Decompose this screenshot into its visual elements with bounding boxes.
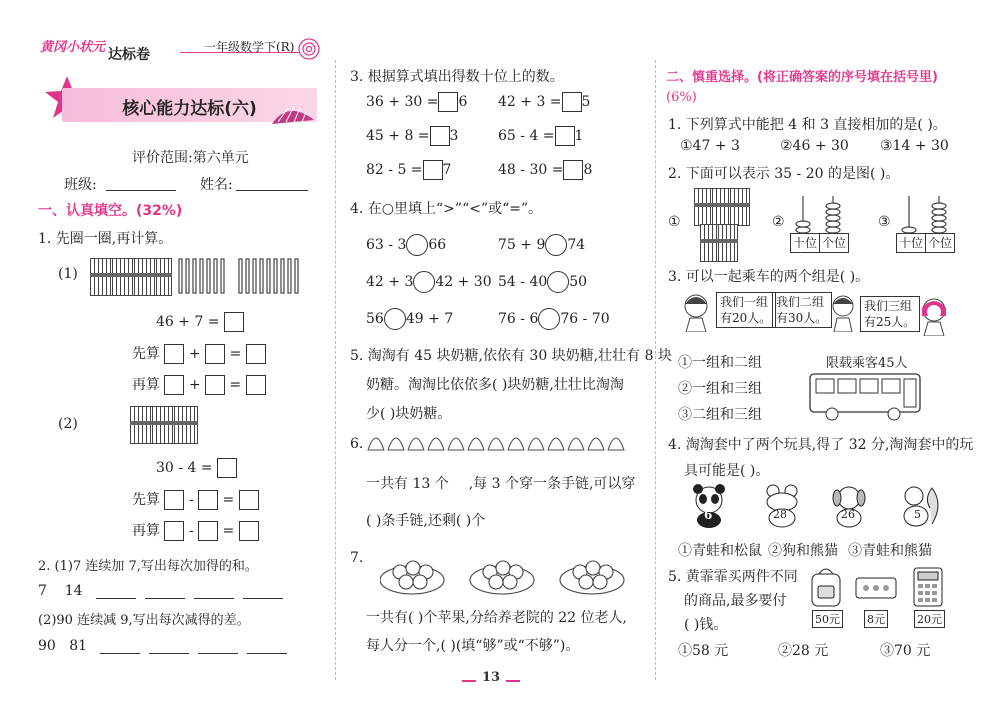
compare-circle[interactable] [384,308,406,330]
tens-label-2: 十位 [896,233,926,253]
eq: = [229,377,242,393]
dog-score: 26 [841,508,855,521]
q6-number: 6. [350,436,364,452]
shell-icon [268,100,318,128]
compare-circle[interactable] [545,234,567,256]
answer-box[interactable] [423,160,443,180]
q1-p2-step1 [132,489,259,510]
section2-title: 二、慎重选择。(将正确答案的序号填在括号里) [666,70,938,85]
q2b-text: (2)90 连续减 9,写出每次减得的差。 [38,613,250,628]
dog-icon [830,484,868,528]
q5-line2: 奶糖。淘淘比依依多( )块奶糖,壮壮比淘淘 [366,377,624,393]
bus-icon [808,370,924,422]
column-divider-2 [655,60,656,680]
section1-title: 一、认真填空。(32%) [38,203,183,219]
s2-q1-opt1[interactable]: ①47 + 3 [680,138,740,154]
abacus-icon-2 [894,194,954,234]
s2-q2-label3[interactable]: ③ [878,214,891,230]
op: + [188,377,201,393]
s2-q5-line3: ( )钱。 [684,617,728,633]
s2-q1-title: 1. 下列算式中能把 4 和 3 直接相加的是( )。 [668,117,947,133]
panda-score: 6 [704,508,713,522]
answer-box[interactable] [239,521,259,541]
class-label: 班级: [64,177,97,193]
q2-figure1-sticks [686,188,776,260]
q4-row-1-right [498,234,585,256]
abacus-icon [788,194,848,234]
eq: = [229,346,242,362]
answer-box[interactable] [430,126,450,146]
expr: 48 - 30 = [498,162,564,178]
expr: 42 + 30 [435,274,492,290]
s2-q5-line2: 的商品,最多要付 [684,593,787,609]
s2-q3-title: 3. 可以一起乘车的两个组是( )。 [668,269,870,285]
expr: 63 - 3 [366,237,407,253]
q3-row-1-right [498,92,590,112]
squirrel-icon [898,484,942,528]
digit: 1 [574,128,584,144]
bundled-sticks-group [90,258,170,296]
q1-part1-label: (1) [58,266,78,282]
expr: 45 + 8 = [366,128,430,144]
answer-blank[interactable] [145,598,185,599]
q2a-text: 2. (1)7 连续加 7,写出每次加得的和。 [38,559,258,574]
child-icon-2 [828,292,858,332]
expr: 74 [567,237,586,253]
answer-blank[interactable] [100,653,140,654]
section2-pct: (6%) [666,90,697,105]
answer-box[interactable] [246,344,266,364]
expr-text: 46 + 7 = [156,314,220,330]
s2-q4-opt3[interactable]: ③青蛙和熊猫 [848,543,932,559]
s2-q3-opt2[interactable]: ②一组和三组 [678,381,762,397]
q1-p2-expression [156,458,237,478]
answer-box[interactable] [438,92,458,112]
frog-score: 28 [773,508,787,521]
expr-text: 30 - 4 = [156,460,213,476]
q5-line3: 少( )块奶糖。 [366,406,452,422]
q3-title: 3. 根据算式填出得数十位上的数。 [350,69,564,85]
bundled-sticks-group-2 [130,406,196,444]
answer-box[interactable] [198,490,218,510]
grade-label: 一年级数学下(R) [204,40,295,54]
step-label: 先算 [132,346,160,362]
compare-circle[interactable] [413,271,435,293]
answer-box[interactable] [198,521,218,541]
name-label: 姓名: [200,177,233,193]
step-label: 先算 [132,492,160,508]
digit: 3 [449,128,459,144]
frog-icon [762,484,802,528]
compare-circle[interactable] [547,271,569,293]
bubble-group2: 我们二组有30人。 [772,292,832,328]
answer-box[interactable] [239,490,259,510]
compare-circle[interactable] [538,308,560,330]
expr: 50 [569,274,588,290]
child-icon-1 [678,292,714,332]
answer-blank[interactable] [247,653,287,654]
s2-q5-opt1[interactable]: ①58 元 [678,643,729,659]
expr: 65 - 4 = [498,128,555,144]
answer-box[interactable] [205,344,225,364]
expr: 42 + 3 = [498,94,562,110]
answer-blank[interactable] [243,598,283,599]
ones-label: 个位 [819,233,849,253]
q7-line1: 一共有( )个苹果,分给养老院的 22 位老人, [366,610,627,626]
q1-p1-step2 [132,374,266,395]
digit: 6 [458,94,468,110]
squirrel-score: 5 [914,508,921,521]
expr: 66 [428,237,447,253]
scope-text: 评价范围:第六单元 [132,150,249,166]
column-divider [335,60,336,680]
loose-sticks-1 [178,258,228,296]
answer-blank[interactable] [96,598,136,599]
s2-q1-opt3[interactable]: ③14 + 30 [880,138,949,154]
q1-p2-step2 [132,520,259,541]
bubble-group1: 我们一组有20人。 [716,292,776,328]
child-icon-3 [916,296,952,336]
op: - [188,523,194,539]
s2-q4-opt2[interactable]: ②狗和熊猫 [768,543,838,559]
answer-blank[interactable] [198,653,238,654]
series-title: 达标卷 [108,47,150,63]
op: - [188,492,194,508]
answer-blank[interactable] [149,653,189,654]
seq-val: 7 [38,583,47,599]
s2-q4-line2: 具可能是( )。 [684,463,770,479]
loose-sticks-2 [238,258,300,296]
answer-box[interactable] [224,312,244,332]
step-label: 再算 [132,523,160,539]
s2-q2-label2[interactable]: ② [772,214,785,230]
answer-box[interactable] [164,344,184,364]
seq-val: 90 [38,638,56,654]
compare-circle[interactable] [406,234,428,256]
page-deco-right [506,680,520,682]
backpack-icon [808,566,844,608]
q4-row-1 [366,234,446,256]
seq-val: 81 [69,638,88,654]
answer-box[interactable] [164,490,184,510]
digit: 5 [581,94,591,110]
q6-text: 一共有 13 个 [366,476,449,492]
q1-p1-expression [156,312,244,332]
s2-q3-opt1[interactable]: ①一组和二组 [678,355,762,371]
s2-q5-opt3[interactable]: ③70 元 [880,643,931,659]
answer-box[interactable] [205,375,225,395]
q4-row-3 [366,308,453,330]
q7-line2: 每人分一个,( )(填“够”或“不够”)。 [366,638,580,654]
q4-title: 4. 在○里填上“>”“<”或“=”。 [350,201,543,217]
bubble-group3: 我们三组有25人。 [860,296,920,332]
expr: 76 - 70 [560,311,610,327]
q7-number: 7. [350,550,364,566]
price-backpack: 50元 [812,610,843,628]
q1-title: 1. 先圈一圈,再计算。 [38,231,173,247]
q2b-seq [38,638,287,654]
s2-q3-opt3[interactable]: ③二组和三组 [678,407,762,423]
answer-box[interactable] [164,375,184,395]
eq: = [222,492,235,508]
answer-box[interactable] [555,126,575,146]
shell-row-icon [366,426,628,454]
q5-line1: 5. 淘淘有 45 块奶糖,依依有 30 块奶糖,壮壮有 8 块 [350,348,672,364]
expr: 76 - 6 [498,311,539,327]
q3-row-2 [366,126,458,146]
expr: 42 + 3 [366,274,414,290]
s2-q4-opt1[interactable]: ①青蛙和松鼠 [678,543,762,559]
page-title: 核心能力达标(六) [122,99,257,119]
expr: 54 - 40 [498,274,548,290]
s2-q5-opt2[interactable]: ②28 元 [778,643,829,659]
expr: 49 + 7 [405,311,454,327]
q4-row-2 [366,271,492,293]
s2-q4-line1: 4. 淘淘套中了两个玩具,得了 32 分,淘淘套中的玩 [668,437,974,453]
price-pencilcase: 8元 [864,610,888,628]
price-calculator: 20元 [914,610,945,628]
logo: 黄冈小状元 [40,40,106,55]
spiral-icon [296,36,322,62]
bus-limit-label: 限载乘客45人 [826,356,908,371]
answer-box[interactable] [217,458,237,478]
q3-row-1 [366,92,467,112]
calculator-icon [910,566,946,608]
q1-p1-step1 [132,343,266,364]
q2a-seq [38,583,283,599]
op: + [188,346,201,362]
page-deco-left [462,680,476,682]
s2-q2-title: 2. 下面可以表示 35 - 20 的是图( )。 [668,166,900,182]
answer-box[interactable] [562,92,582,112]
answer-box[interactable] [164,521,184,541]
q4-row-3-right [498,308,610,330]
answer-blank[interactable] [194,598,234,599]
q3-row-3 [366,160,451,180]
expr: 75 + 9 [498,237,546,253]
name-field[interactable] [236,190,308,191]
expr: 56 [366,311,384,327]
eq: = [222,523,235,539]
s2-q5-line1: 5. 黄霏霏买两件不同 [668,569,798,585]
q6-line2: ( )条手链,还剩( )个 [366,513,486,529]
q6-line1 [366,473,635,493]
answer-box[interactable] [246,375,266,395]
s2-q2-label1[interactable]: ① [668,214,681,230]
page-number: 13 [482,670,501,685]
ones-label-2: 个位 [925,233,955,253]
header-rule [180,52,300,53]
s2-q1-opt2[interactable]: ②46 + 30 [780,138,849,154]
seq-val: 14 [64,583,83,599]
digit: 8 [583,162,593,178]
answer-box[interactable] [563,160,583,180]
expr: 36 + 30 = [366,94,439,110]
pencil-case-icon [854,574,898,602]
digit: 7 [442,162,452,178]
tens-label: 十位 [790,233,820,253]
class-field[interactable] [106,190,176,191]
apple-plates-icon [380,548,630,596]
q6-text-b: ,每 3 个穿一条手链,可以穿 [468,476,636,492]
q4-row-2-right [498,271,587,293]
q3-row-3-right [498,160,592,180]
q3-row-2-right [498,126,583,146]
q1-part2-label: (2) [58,416,78,432]
expr: 82 - 5 = [366,162,423,178]
step-label: 再算 [132,377,160,393]
